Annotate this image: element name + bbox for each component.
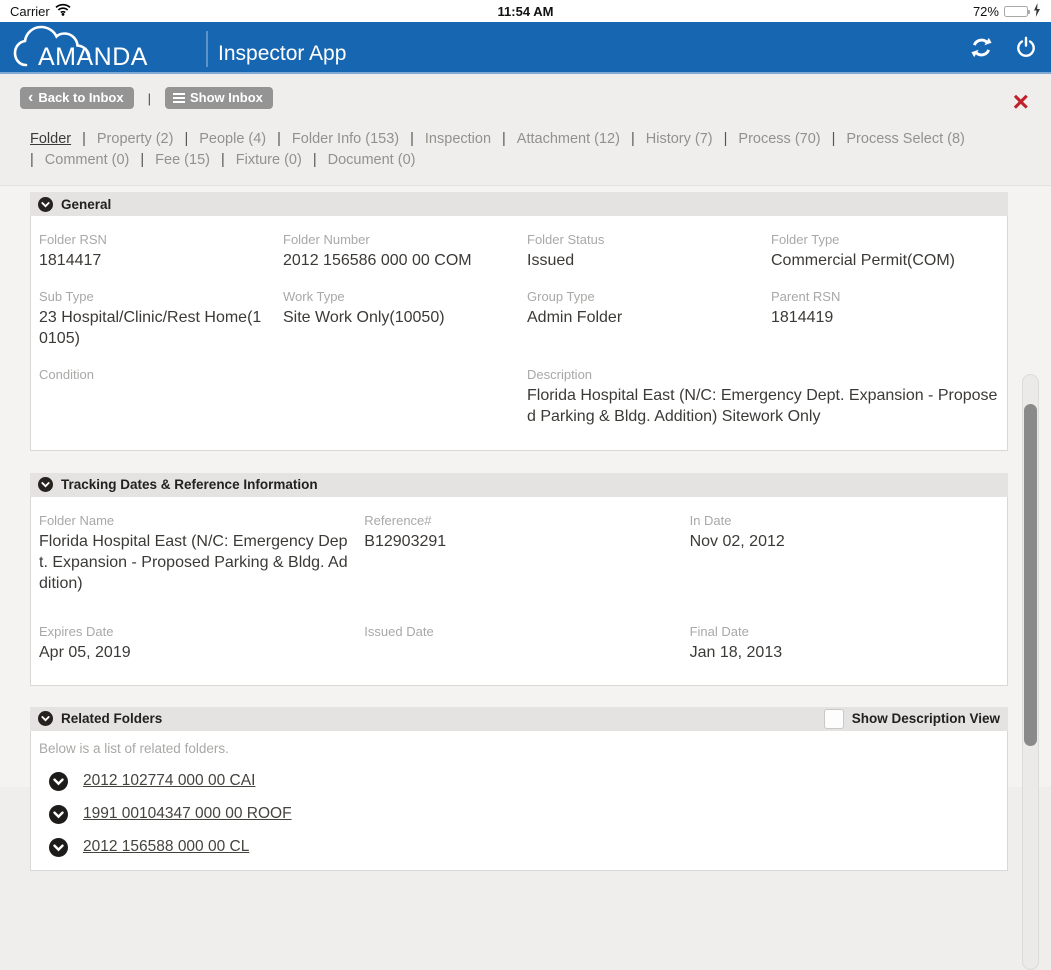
show-description-view-checkbox[interactable]	[824, 709, 844, 729]
back-to-inbox-button[interactable]	[20, 87, 134, 109]
related-folders-body	[30, 731, 1008, 871]
field-value: 2012 156586 000 00 COM	[283, 252, 472, 269]
status-bar	[0, 0, 1051, 22]
field-label: Reference#	[364, 512, 432, 528]
tab-comment[interactable]: Comment (0)	[44, 151, 130, 168]
tab-process[interactable]: Process (70)	[738, 131, 821, 147]
collapse-chevron-icon[interactable]	[38, 477, 53, 492]
field-work-type	[275, 279, 519, 357]
field-in-date	[682, 503, 1007, 602]
field-value: Florida Hospital East (N/C: Emergency Dept. Expansion - Proposed Parking & Bldg. Addition) Sitework Only	[527, 387, 998, 426]
field-label: Sub Type	[39, 289, 94, 305]
related-folder-link[interactable]: 2012 102774 000 00 CAI	[83, 772, 256, 790]
wifi-icon	[55, 3, 71, 19]
tab-folder[interactable]: Folder	[30, 131, 72, 147]
expand-chevron-icon[interactable]	[49, 838, 68, 857]
back-button-label: Back to Inbox	[38, 90, 124, 105]
field-label: Parent RSN	[771, 289, 841, 305]
field-value: 1814419	[771, 309, 834, 327]
field-value: Site Work Only(10050)	[283, 309, 445, 327]
show-description-view-label: Show Description View	[851, 711, 1000, 727]
related-folder-row	[39, 798, 999, 831]
field-folder-number	[275, 222, 519, 279]
field-value: Nov 02, 2012	[689, 532, 785, 550]
general-section-header[interactable]	[30, 192, 1008, 216]
hamburger-icon	[173, 93, 185, 103]
logo-wordmark: AMANDA	[38, 43, 148, 71]
charging-bolt-icon	[1033, 3, 1041, 20]
field-value: Issued	[527, 252, 575, 269]
field-label: Folder Status	[527, 232, 605, 247]
field-sub-type	[31, 279, 275, 357]
battery-percent-label: 72%	[972, 3, 999, 19]
tab-row-2	[30, 151, 990, 171]
tab-people[interactable]: People (4)	[199, 131, 267, 147]
field-label: Folder Number	[283, 232, 370, 247]
tab-separator: |	[502, 131, 506, 147]
field-value: Jan 18, 2013	[689, 643, 783, 661]
field-value: Admin Folder	[527, 309, 623, 327]
field-value: Florida Hospital East (N/C: Emergency Dept. Expansion - Proposed Parking & Bldg. Addition)	[39, 532, 348, 592]
field-issued-date	[356, 614, 681, 671]
tab-separator: |	[184, 131, 189, 147]
field-folder-status	[519, 222, 763, 279]
tab-folder-info[interactable]: Folder Info (153)	[291, 131, 400, 147]
carrier-label: Carrier	[10, 3, 50, 19]
field-reference	[356, 503, 681, 602]
tab-history[interactable]: History (7)	[645, 131, 713, 147]
field-label: Issued Date	[364, 623, 434, 639]
field-label: In Date	[689, 512, 732, 528]
collapse-chevron-icon[interactable]	[38, 197, 53, 212]
tab-separator: |	[220, 151, 225, 168]
related-folder-row	[39, 765, 999, 798]
field-spacer	[275, 357, 519, 435]
tracking-section-header[interactable]	[30, 473, 1008, 497]
amanda-logo	[8, 23, 204, 73]
folder-detail-content	[0, 185, 1051, 856]
field-label: Folder RSN	[39, 232, 107, 247]
clock: 11:54 AM	[497, 3, 554, 19]
related-folder-row	[39, 831, 999, 864]
tab-attachment[interactable]: Attachment (12)	[516, 131, 620, 147]
general-section-body	[30, 216, 1008, 451]
expand-chevron-icon[interactable]	[49, 772, 68, 791]
field-label: Folder Type	[771, 232, 840, 247]
field-value	[364, 642, 673, 663]
tab-separator: |	[312, 151, 317, 168]
battery-icon	[1004, 6, 1028, 17]
tab-separator: |	[723, 131, 728, 147]
tracking-section-body	[30, 497, 1008, 686]
app-title: Inspector App	[218, 42, 347, 65]
tab-property[interactable]: Property (2)	[96, 131, 174, 147]
field-folder-type	[763, 222, 1007, 279]
scrollbar-thumb[interactable]	[1024, 404, 1037, 746]
tab-separator: |	[630, 131, 635, 147]
related-folders-intro: Below is a list of related folders.	[39, 740, 229, 756]
tab-separator: |	[277, 131, 281, 147]
tab-fee[interactable]: Fee (15)	[155, 151, 210, 168]
field-label: Work Type	[283, 289, 345, 305]
tab-fixture[interactable]: Fixture (0)	[235, 151, 302, 168]
field-label: Condition	[39, 367, 94, 383]
field-description	[519, 357, 1007, 435]
related-folders-section-title: Related Folders	[61, 711, 163, 727]
field-label: Description	[527, 367, 593, 383]
field-group-type	[519, 279, 763, 357]
field-final-date	[682, 614, 1007, 671]
field-label: Final Date	[689, 623, 749, 639]
tab-process-select[interactable]: Process Select (8)	[846, 131, 965, 147]
tab-nav	[30, 130, 990, 170]
sync-icon[interactable]	[970, 36, 993, 59]
field-value: Commercial Permit(COM)	[771, 252, 955, 269]
tab-separator: |	[410, 131, 414, 147]
field-parent-rsn	[763, 279, 1007, 357]
field-label: Expires Date	[39, 623, 114, 639]
tab-row-1	[30, 130, 990, 150]
power-icon[interactable]	[1015, 36, 1037, 58]
tab-separator: |	[140, 151, 145, 168]
related-folder-link[interactable]: 1991 00104347 000 00 ROOF	[83, 805, 292, 823]
field-condition	[31, 357, 275, 435]
field-label: Folder Name	[39, 512, 115, 528]
collapse-chevron-icon[interactable]	[38, 711, 53, 726]
field-value: 1814417	[39, 252, 102, 269]
field-value: 23 Hospital/Clinic/Rest Home(10105)	[39, 309, 262, 348]
show-inbox-label: Show Inbox	[189, 90, 263, 105]
toolbar	[0, 74, 1051, 109]
tracking-section-title: Tracking Dates & Reference Information	[61, 477, 318, 493]
related-folder-link[interactable]: 2012 156588 000 00 CL	[83, 838, 250, 856]
tab-separator: |	[30, 151, 34, 168]
general-section-title: General	[61, 196, 112, 212]
show-inbox-button[interactable]	[165, 87, 273, 109]
field-value: B12903291	[364, 532, 447, 550]
related-folders-section-header[interactable]	[30, 707, 1008, 731]
tab-inspection[interactable]: Inspection	[424, 131, 492, 147]
field-folder-name	[31, 503, 356, 602]
tab-separator: |	[831, 131, 836, 147]
field-value	[39, 385, 267, 406]
app-header	[0, 22, 1051, 74]
tab-separator: |	[82, 131, 86, 147]
back-chevron-icon: ‹	[28, 88, 34, 106]
toolbar-separator: |	[147, 90, 151, 106]
field-label: Group Type	[527, 289, 595, 305]
close-icon[interactable]: ×	[1012, 86, 1029, 117]
brand-divider	[206, 31, 208, 67]
expand-chevron-icon[interactable]	[49, 805, 68, 824]
field-folder-rsn	[31, 222, 275, 279]
tab-document[interactable]: Document (0)	[327, 151, 416, 168]
field-expires-date	[31, 614, 356, 671]
field-value: Apr 05, 2019	[39, 643, 131, 661]
